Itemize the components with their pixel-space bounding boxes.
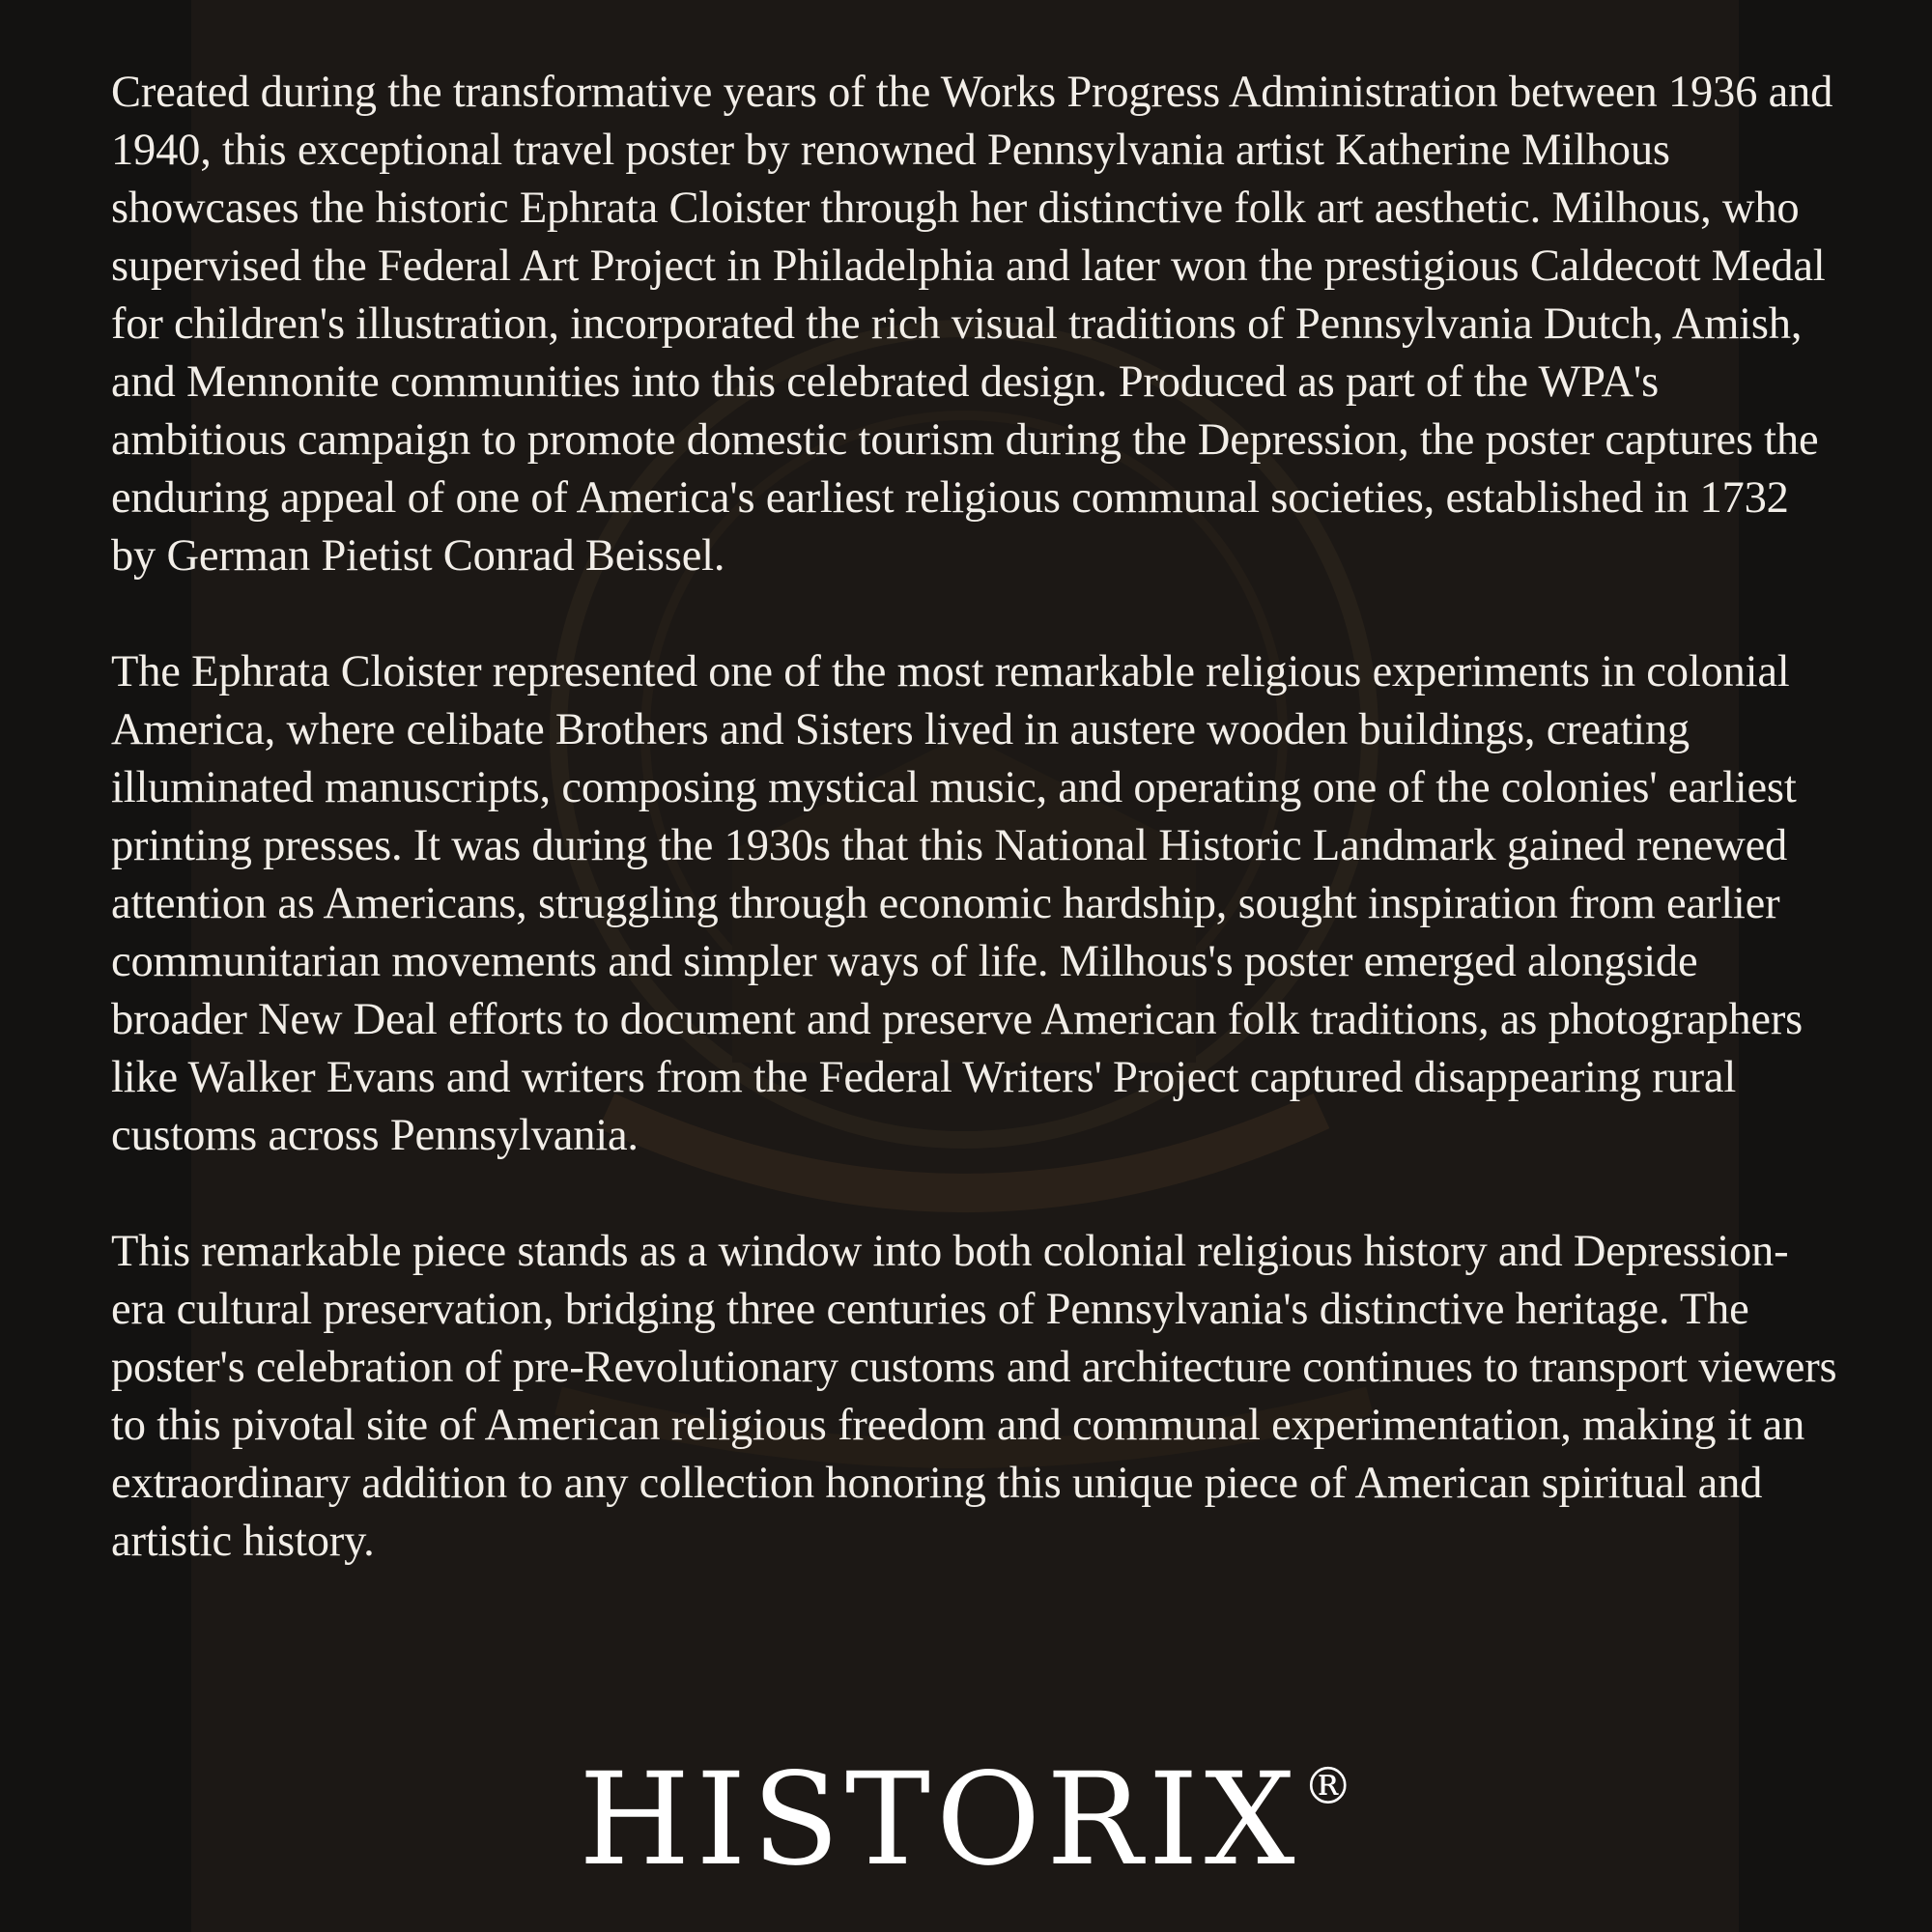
paragraph-intro: Created during the transformative years of the Works Progress Administration between 1936 and 1940, this exceptional travel poster by renowned Pennsylvania artist Katherine Milhous showcases the historic Ephrata Cloister through her distinctive folk art aesthetic. Milhous, who supervised the Federal Art Project in Philadelphia and later won the prestigious Caldecott Medal for children's illustration, incorporated the rich visual traditions of Pennsylvania Dutch, Amish, and Mennonite communities into this celebrated design. Produced as part of the WPA's ambitious campaign to promote domestic tourism during the Depression, the poster captures the enduring appeal of one of America's earliest religious communal societies, established in 1732 by German Pietist Conrad Beissel. [111,68,1833,581]
paragraph-closing: This remarkable piece stands as a window into both colonial religious history and Depression-era cultural preservation, bridging three centuries of Pennsylvania's distinctive heritage. The poster's celebration of pre-Revolutionary customs and architecture continues to transport viewers to this pivotal site of American religious freedom and communal experimentation, making it an extraordinary addition to any collection honoring this unique piece of American spiritual and artistic history. [111,1227,1837,1566]
logo-wordmark: HISTORIX [579,1746,1301,1894]
paragraph-history: The Ephrata Cloister represented one of the most remarkable religious experiments in colonial America, where celibate Brothers and Sisters lived in austere wooden buildings, creating illuminated manuscripts, composing mystical music, and operating one of the colonies' earliest printing presses. It was during the 1930s that this National Historic Landmark gained renewed attention as Americans, struggling through economic hardship, sought inspiration from earlier communitarian movements and simpler ways of life. Milhous's poster emerged alongside broader New Deal efforts to document and preserve American folk traditions, as photographers like Walker Evans and writers from the Federal Writers' Project captured disappearing rural customs across Pennsylvania. [111,647,1804,1160]
registered-mark: ® [1302,1758,1353,1816]
description-text [111,64,1840,1571]
historix-logo [0,1715,1932,1892]
